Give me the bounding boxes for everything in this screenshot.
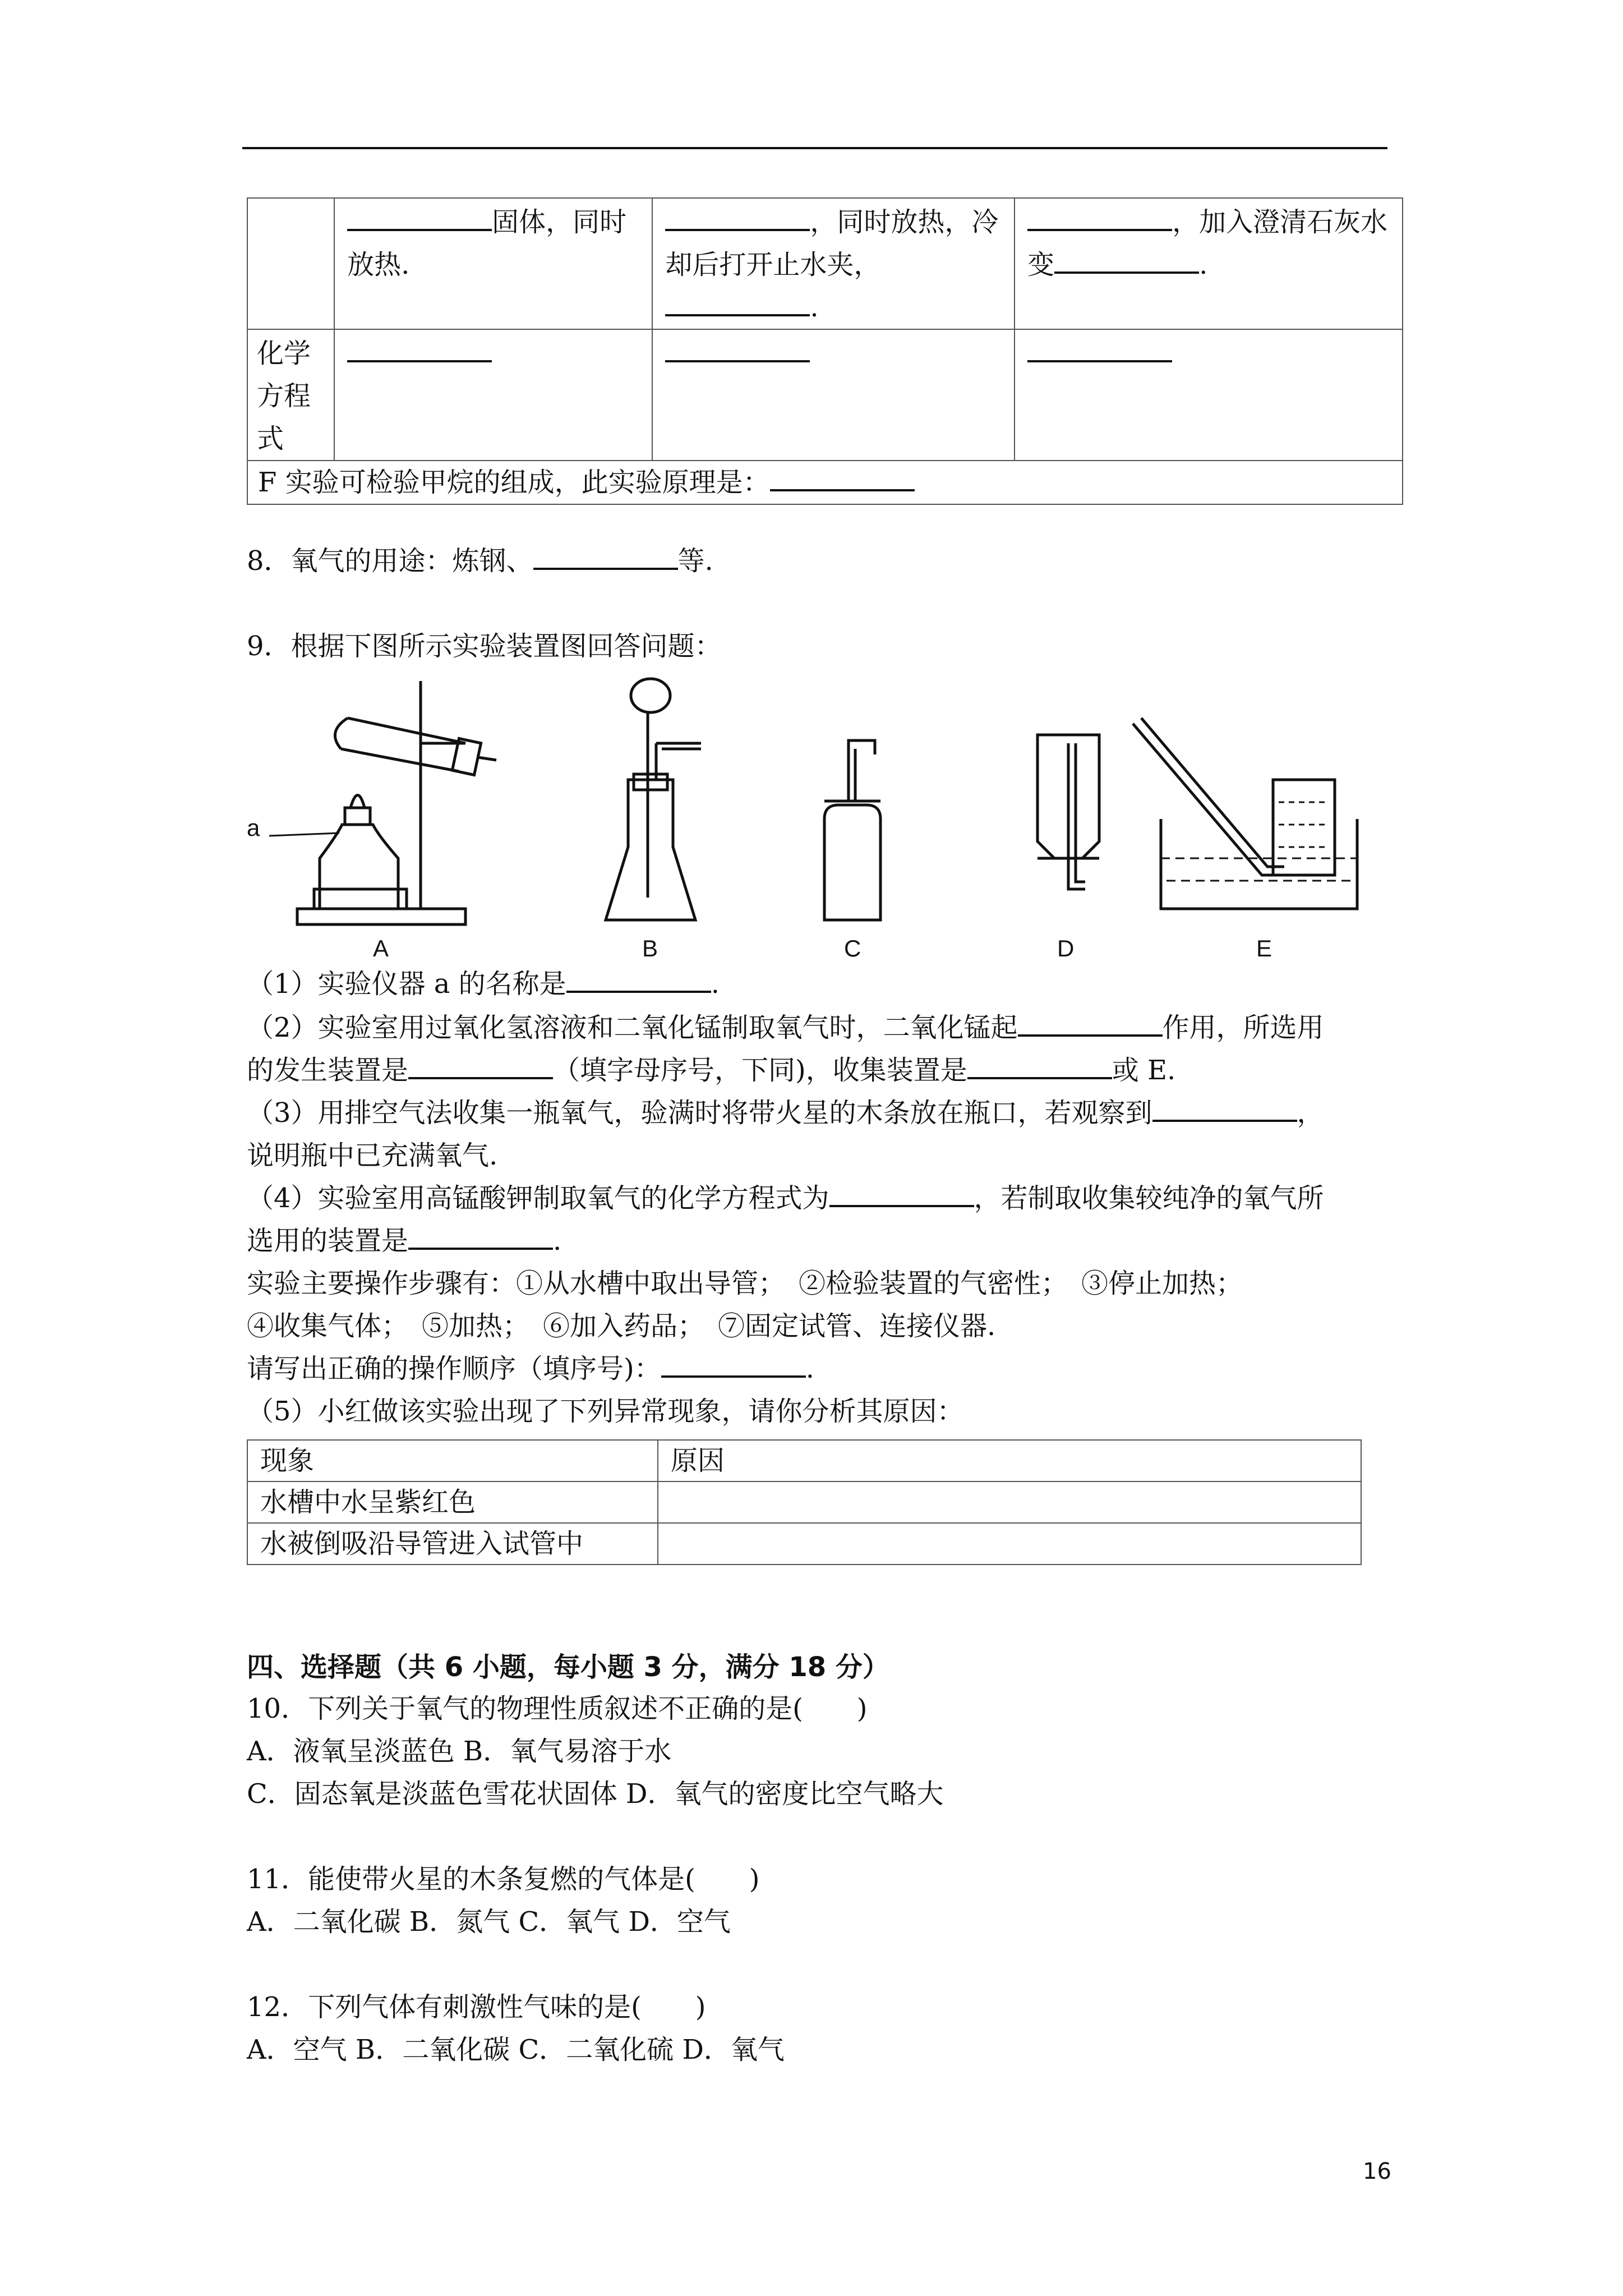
- header-rule: [242, 147, 1387, 149]
- answer-blank[interactable]: [1027, 202, 1172, 231]
- apparatus-e: [1133, 718, 1357, 909]
- answer-blank[interactable]: [1054, 245, 1199, 274]
- phenomenon-cell-2: ，同时放热，冷 却后打开止水夹， .: [652, 198, 1015, 329]
- question-11-stem: 11．能使带火星的木条复燃的气体是( ): [247, 1864, 760, 1895]
- label-c: C: [844, 935, 861, 961]
- q9-sub2-line1: （2）实验室用过氧化氢溶液和二氧化锰制取氧气时，二氧化锰起 作用，所选用: [247, 1006, 1324, 1049]
- question-10-options-2[interactable]: C．固态氧是淡蓝色雪花状固体 D．氧气的密度比空气略大: [247, 1778, 944, 1810]
- answer-blank[interactable]: [1152, 1093, 1297, 1122]
- q9-sub2-line2: 的发生装置是 （填字母序号，下同)，收集装置是 或 E.: [247, 1049, 1175, 1092]
- table-row: 水被倒吸沿导管进入试管中: [247, 1523, 658, 1565]
- page-number: 16: [1363, 2159, 1391, 2184]
- table-row: 水槽中水呈紫红色: [247, 1481, 658, 1523]
- answer-blank[interactable]: [665, 333, 810, 362]
- q9-sub4-line2: 选用的装置是 .: [247, 1220, 561, 1262]
- anomaly-table: [247, 1439, 1362, 1565]
- label-a: A: [373, 935, 389, 961]
- answer-blank[interactable]: [665, 202, 810, 231]
- answer-blank[interactable]: [533, 541, 678, 570]
- q9-sub4-line1: （4）实验室用高锰酸钾制取氧气的化学方程式为 ，若制取收集较纯净的氧气所: [247, 1177, 1324, 1220]
- answer-blank[interactable]: [347, 202, 492, 231]
- experiment-table: [247, 197, 1403, 505]
- apparatus-c: [824, 740, 880, 920]
- answer-blank[interactable]: [770, 462, 915, 491]
- reason-input-cell[interactable]: [658, 1481, 1361, 1523]
- apparatus-d: [1038, 735, 1099, 889]
- question-8: 8．氧气的用途：炼钢、 等.: [247, 540, 713, 582]
- apparatus-figure: [247, 673, 1391, 965]
- label-b: B: [642, 935, 658, 961]
- equation-cell-2: [652, 329, 1015, 461]
- equation-cell-3: [1015, 329, 1403, 461]
- apparatus-b: [606, 679, 701, 920]
- q9-sub5: （5）小红做该实验出现了下列异常现象，请你分析其原因：: [247, 1396, 964, 1427]
- section-4-title: 四、选择题（共 6 小题，每小题 3 分，满分 18 分）: [247, 1651, 889, 1683]
- answer-blank[interactable]: [408, 1050, 553, 1079]
- question-11-options[interactable]: A．二氧化碳 B．氮气 C．氧气 D．空气: [247, 1906, 731, 1938]
- answer-blank[interactable]: [829, 1178, 974, 1207]
- label-e: E: [1256, 935, 1272, 961]
- answer-blank[interactable]: [967, 1050, 1112, 1079]
- equation-cell-1: [334, 329, 652, 461]
- q9-sub3-line1: （3）用排空气法收集一瓶氧气，验满时将带火星的木条放在瓶口，若观察到 ，: [247, 1092, 1324, 1134]
- label-d: D: [1057, 935, 1075, 961]
- label-a-instrument: a: [247, 815, 260, 841]
- phenomenon-cell-1: 固体，同时 放热.: [334, 198, 652, 329]
- answer-blank[interactable]: [1018, 1007, 1163, 1037]
- answer-blank[interactable]: [566, 964, 711, 993]
- header-phenomenon: 现象: [247, 1440, 658, 1481]
- answer-blank[interactable]: [665, 287, 810, 316]
- q9-sub1: （1）实验仪器 a 的名称是 .: [247, 963, 720, 1005]
- methane-principle-cell: F 实验可检验甲烷的组成，此实验原理是：: [247, 461, 1403, 504]
- answer-blank[interactable]: [347, 333, 492, 362]
- question-12-options[interactable]: A．空气 B．二氧化碳 C．二氧化硫 D．氧气: [247, 2034, 785, 2065]
- equation-label-cell: 化学 方程 式: [247, 329, 334, 461]
- question-12-stem: 12．下列气体有刺激性气味的是( ): [247, 1991, 706, 2023]
- q9-order: 请写出正确的操作顺序（填序号)： .: [247, 1347, 814, 1390]
- answer-blank[interactable]: [1027, 333, 1172, 362]
- q9-steps-line2: ④收集气体； ⑤加热； ⑥加入药品； ⑦固定试管、连接仪器.: [247, 1310, 996, 1342]
- question-9-intro: 9．根据下图所示实验装置图回答问题：: [247, 631, 722, 662]
- q9-steps-line1: 实验主要操作步骤有：①从水槽中取出导管； ②检验装置的气密性； ③停止加热；: [247, 1268, 1243, 1299]
- apparatus-a: [269, 681, 496, 924]
- answer-blank[interactable]: [661, 1349, 806, 1378]
- q9-sub3-line2: 说明瓶中已充满氧气.: [247, 1140, 498, 1171]
- header-reason: 原因: [658, 1440, 1361, 1481]
- question-10-options-1[interactable]: A．液氧呈淡蓝色 B．氧气易溶于水: [247, 1736, 672, 1767]
- phenomenon-cell-3: ，加入澄清石灰水 变 .: [1015, 198, 1403, 329]
- question-10-stem: 10．下列关于氧气的物理性质叙述不正确的是( ): [247, 1693, 868, 1724]
- empty-label-cell: [247, 198, 334, 329]
- answer-blank[interactable]: [408, 1221, 553, 1250]
- reason-input-cell[interactable]: [658, 1523, 1361, 1565]
